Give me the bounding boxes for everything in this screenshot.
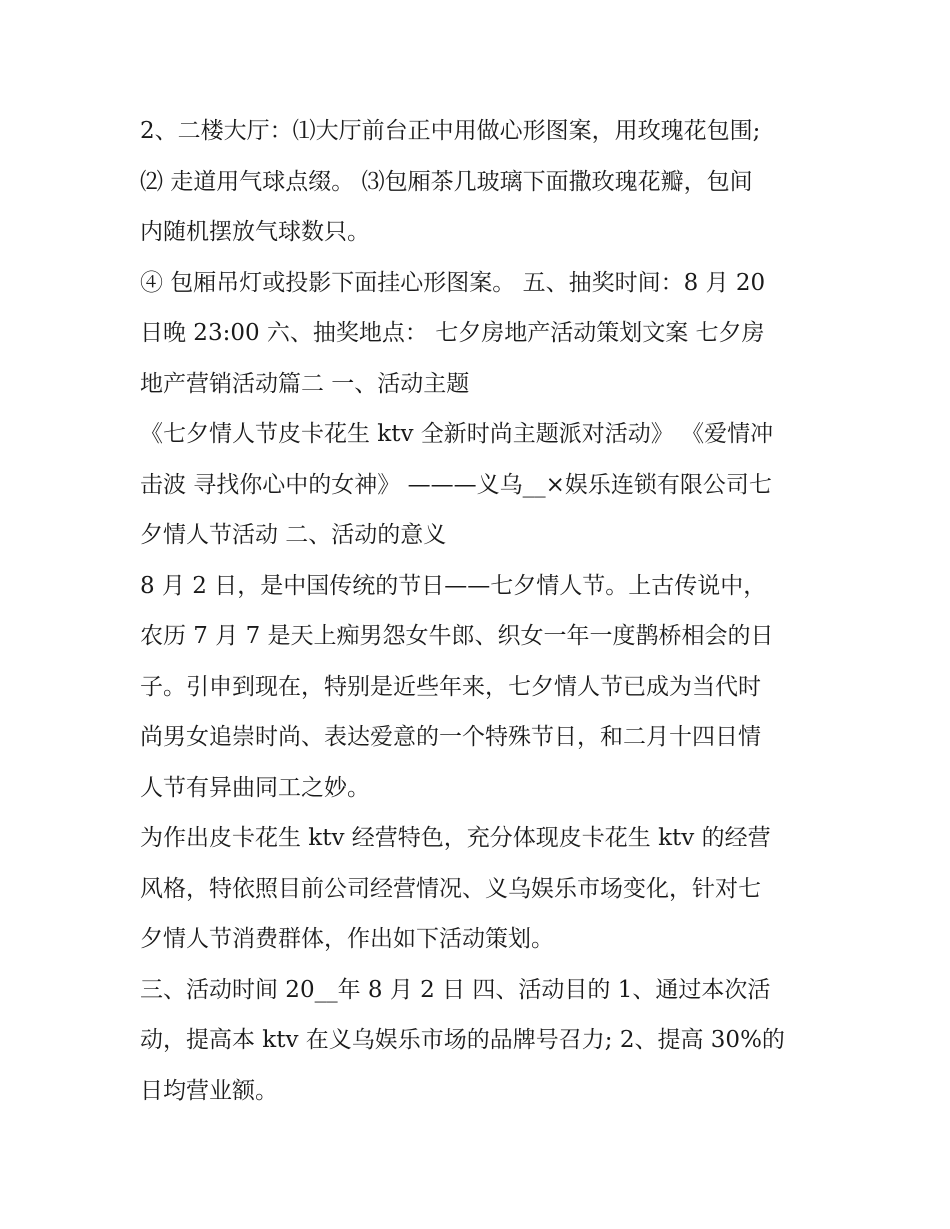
text-line: 夕情人节消费群体，作出如下活动策划。 <box>140 926 554 952</box>
text-line: 日晚 23:00 六、抽奖地点： 七夕房地产活动策划文案 七夕房 <box>140 320 765 346</box>
text-line: 动，提高本 ktv 在义乌娱乐市场的品牌号召力; 2、提高 30%的 <box>140 1027 785 1053</box>
text-line: 日均营业额。 <box>140 1077 278 1104</box>
text-line: 《七夕情人节皮卡花生 ktv 全新时尚主题派对活动》 《爱情冲 <box>140 421 774 447</box>
text-line: 夕情人节活动 二、活动的意义 <box>140 522 447 548</box>
text-line: 为作出皮卡花生 ktv 经营特色，充分体现皮卡花生 ktv 的经营 <box>140 825 771 851</box>
text-line: 尚男女追崇时尚、表达爱意的一个特殊节日，和二月十四日情 <box>140 724 761 750</box>
text-line: 三、活动时间 20__年 8 月 2 日 四、活动目的 1、通过本次活 <box>140 976 771 1003</box>
text-line: 地产营销活动篇二 一、活动主题 <box>140 370 470 397</box>
text-line: 8 月 2 日，是中国传统的节日——七夕情人节。上古传说中， <box>140 572 767 599</box>
text-line: 子。引申到现在，特别是近些年来，七夕情人节已成为当代时 <box>140 673 761 700</box>
text-line: 农历 7 月 7 是天上痴男怨女牛郎、织女一年一度鹊桥相会的日 <box>140 623 774 649</box>
document-body <box>140 106 820 1116</box>
text-line: ⑵ 走道用气球点缀。 ⑶包厢茶几玻璃下面撒玫瑰花瓣，包间 <box>140 168 753 195</box>
text-line: 2、二楼大厅：⑴大厅前台正中用做心形图案，用玫瑰花包围; <box>140 118 761 144</box>
text-line: 风格，特依照目前公司经营情况、义乌娱乐市场变化，针对七 <box>140 875 761 902</box>
text-line: 击波 寻找你心中的女神》 ———义乌__×娱乐连锁有限公司七 <box>140 471 772 498</box>
text-line: ④ 包厢吊灯或投影下面挂心形图案。 五、抽奖时间：8 月 20 <box>140 269 766 296</box>
text-line: 人节有异曲同工之妙。 <box>140 774 370 801</box>
text-line: 内随机摆放气球数只。 <box>140 219 370 245</box>
